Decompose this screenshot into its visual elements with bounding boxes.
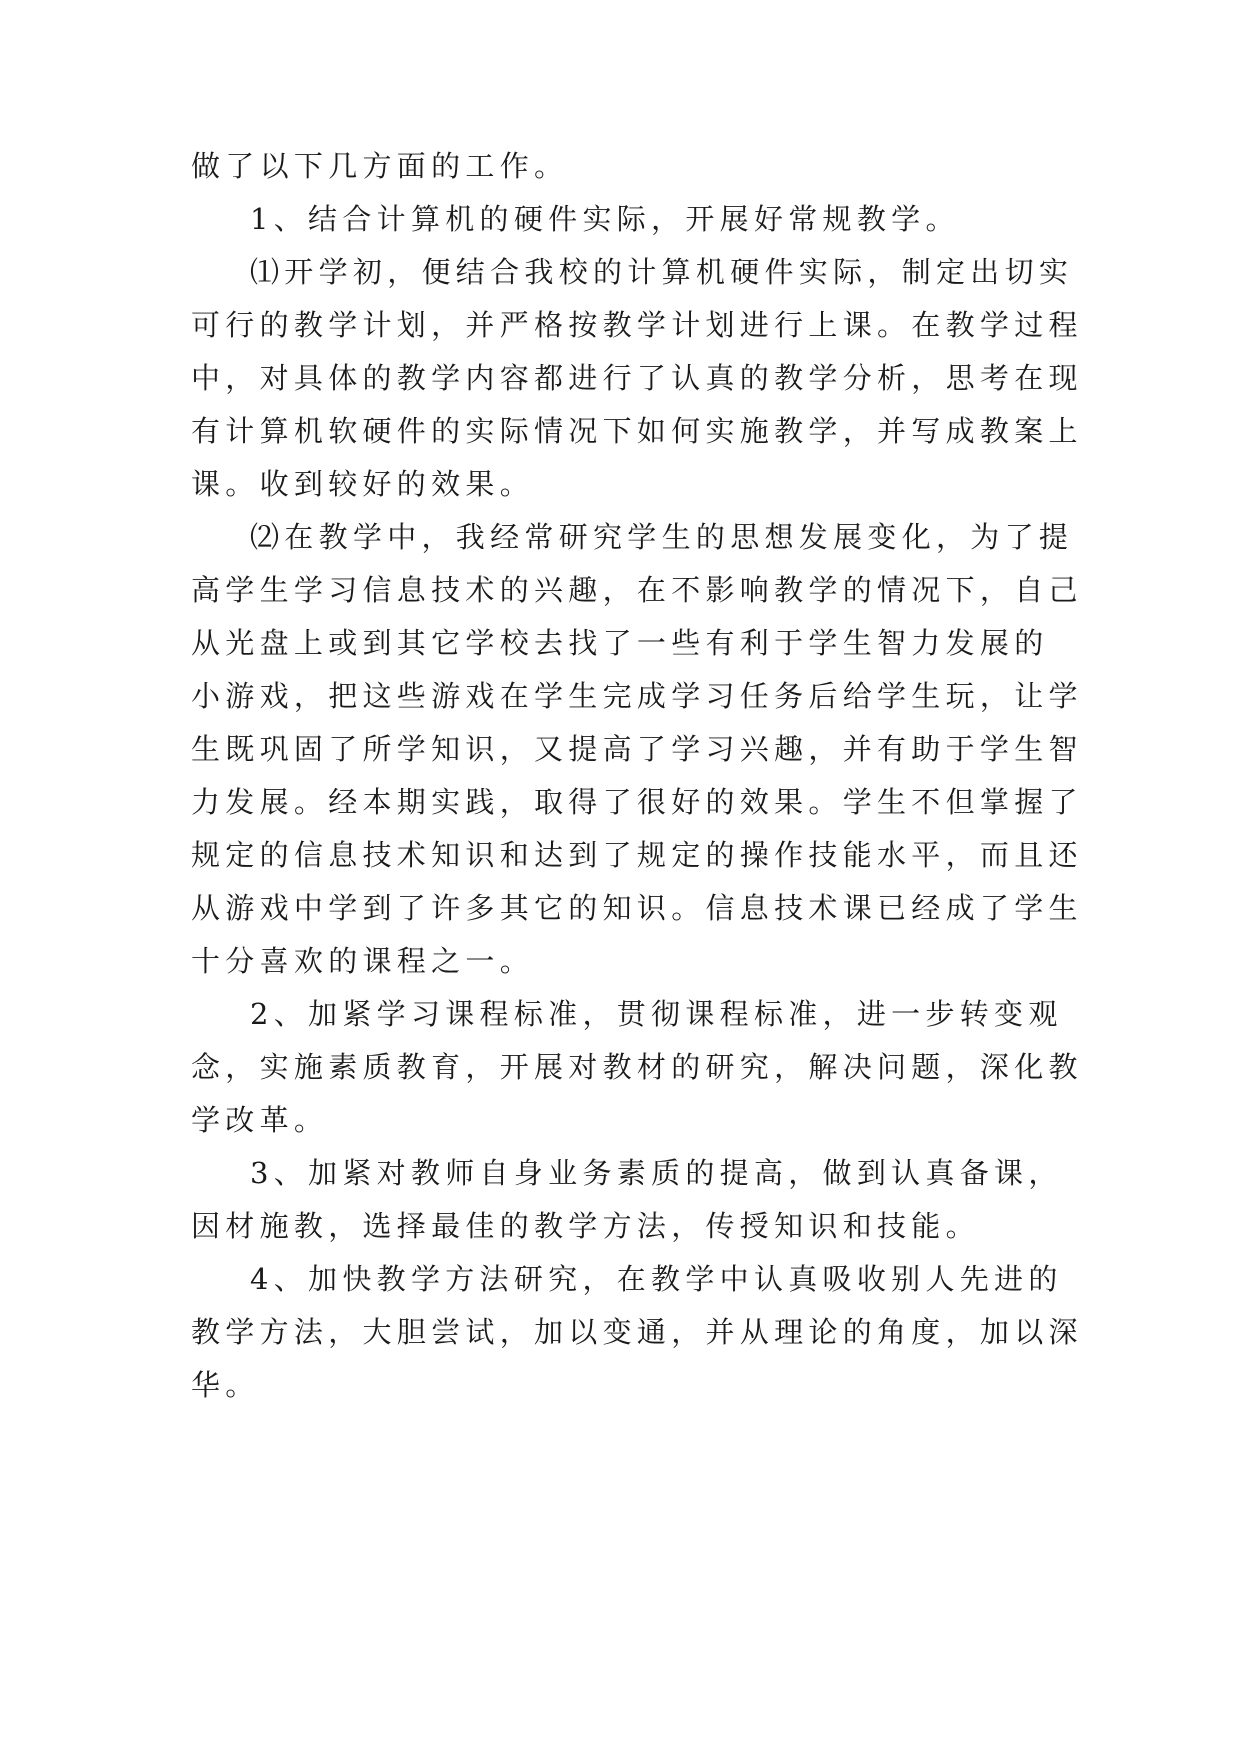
text-line: 做了以下几方面的工作。 (191, 149, 569, 183)
text-line: 从光盘上或到其它学校去找了一些有利于学生智力发展的 (191, 626, 1049, 660)
text-line: 规定的信息技术知识和达到了规定的操作技能水平，而且还 (191, 838, 1083, 872)
text-line: 可行的教学计划，并严格按教学计划进行上课。在教学过程 (191, 308, 1083, 342)
text-line: ⑴开学初，便结合我校的计算机硬件实际，制定出切实 (250, 255, 1074, 289)
text-line: ⑵在教学中，我经常研究学生的思想发展变化，为了提 (250, 520, 1074, 554)
text-line: 因材施教，选择最佳的教学方法，传授知识和技能。 (191, 1209, 980, 1243)
text-line: 课。收到较好的效果。 (191, 467, 535, 501)
text-line: 4、加快教学方法研究，在教学中认真吸收别人先进的 (250, 1262, 1063, 1296)
text-line: 3、加紧对教师自身业务素质的提高，做到认真备课， (250, 1156, 1063, 1190)
text-line: 念，实施素质教育，开展对教材的研究，解决问题，深化教 (191, 1050, 1083, 1084)
text-line: 中，对具体的教学内容都进行了认真的教学分析，思考在现 (191, 361, 1083, 395)
text-line: 从游戏中学到了许多其它的知识。信息技术课已经成了学生 (191, 891, 1083, 925)
text-line: 力发展。经本期实践，取得了很好的效果。学生不但掌握了 (191, 785, 1083, 819)
text-line: 华。 (191, 1368, 260, 1402)
text-line: 教学方法，大胆尝试，加以变通，并从理论的角度，加以深 (191, 1315, 1083, 1349)
text-line: 2、加紧学习课程标准，贯彻课程标准，进一步转变观 (250, 997, 1063, 1031)
text-line: 学改革。 (191, 1103, 329, 1137)
text-line: 高学生学习信息技术的兴趣，在不影响教学的情况下，自己 (191, 573, 1083, 607)
text-line: 十分喜欢的课程之一。 (191, 944, 535, 978)
text-line: 生既巩固了所学知识，又提高了学习兴趣，并有助于学生智 (191, 732, 1083, 766)
text-line: 1、结合计算机的硬件实际，开展好常规教学。 (250, 202, 960, 236)
text-line: 有计算机软硬件的实际情况下如何实施教学，并写成教案上 (191, 414, 1083, 448)
text-line: 小游戏，把这些游戏在学生完成学习任务后给学生玩，让学 (191, 679, 1083, 713)
